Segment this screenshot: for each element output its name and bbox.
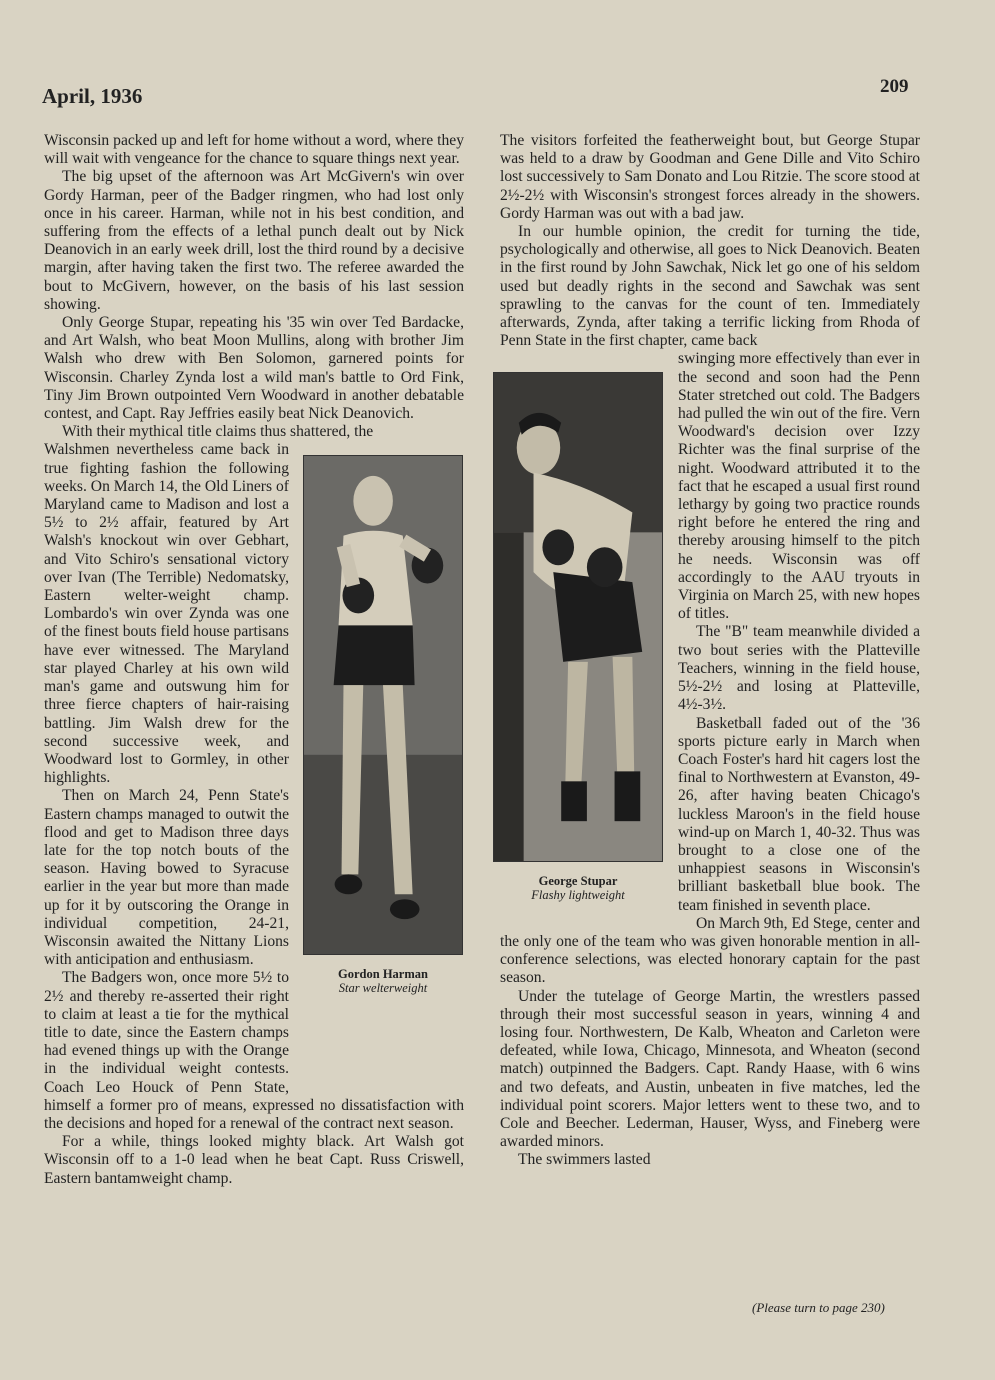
page-number: 209 xyxy=(880,76,909,97)
caption-subtitle: Flashy lightweight xyxy=(531,888,625,903)
paragraph: swinging more effectively than ever in the second and soon had the Penn Stater stretched out cold. The Badgers had pulled the win out of the fire. Vern Woodward's decision over Izzy Richter was the final surprise of the night. Woodward attributed it to the fact that he escaped a usual first round lethargy by going two practice rounds right before he entered the ring and thereby arousing himself to the pitch he needs. Wisconsin was off accordingly to the AAU tryouts in Virginia on March 25, with new hopes of titles. xyxy=(678,350,920,623)
paragraph: Basketball faded out of the '36 sports picture early in March when Coach Foster's hard hit cagers lost the final to Northwestern at Evanston, 49-26, after having beaten Chicago's luckless Maroon's in the field house wind-up on March 1, 40-32. Thus was brought to a close one of the unhappiest seasons in Wisconsin's brilliant basketball blue book. The team finished in seventh place. xyxy=(678,714,920,914)
paragraph: Under the tutelage of George Martin, the wrestlers passed through their most successful season in years, winning 4 and losing four. Northwestern, De Kalb, Wheaton and Carleton were defeated, while Iowa, Chicago, Minnesota, and Wheaton (second match) outpinned the Badgers. Capt. Randy Haase, with 6 wins and two defeats, and Austin, unbeaten in five matches, led the individual point scorers. Major letters went to these two, and to Cole and Beecher. Lederman, Hauser, Wyss, and Fineberg were awarded minors. xyxy=(500,987,920,1151)
continuation-note: (Please turn to page 230) xyxy=(752,1300,885,1315)
issue-date: April, 1936 xyxy=(42,84,143,108)
left-column xyxy=(44,132,464,1188)
paragraph: Then on March 24, Penn State's Eastern champs managed to outwit the flood and get to Madison three days late for the top notch bouts of the season. Having bowed to Syracuse earlier in the year but more than made up for it by outscoring the Orange in individual competition, 24-21, Wisconsin awaited the Nittany Lions with anticipation and enthusiasm. xyxy=(44,787,289,969)
caption-name: Gordon Harman xyxy=(338,967,428,982)
stupar-caption xyxy=(531,874,624,902)
paragraph: The visitors forfeited the featherweight bout, but George Stupar was held to a draw by Goodman and Gene Dille and Vito Schiro lost successively to Sam Donato and Lou Ritzie. The score stood at 2½-2½ with Wisconsin's strongest forces already in the showers. Gordy Harman was out with a bad jaw. xyxy=(500,132,920,222)
paragraph: Only George Stupar, repeating his '35 win over Ted Bardacke, and Art Walsh, who beat Moon Mullins, along with brother Jim Walsh who drew with Ben Solomon, garnered points for Wisconsin. Charley Zynda lost a wild man's battle to Ord Fink, Tiny Jim Brown outpointed Vern Woodward in another debatable contest, and Capt. Ray Jeffries easily beat Nick Deanovich. xyxy=(44,314,464,423)
harman-caption xyxy=(338,967,428,995)
paragraph: On March 9th, Ed Stege, center and the only one of the team who was given honorable mention in all-conference selections, was elected honorary captain for the past season. xyxy=(500,914,920,987)
harman-photo xyxy=(303,455,463,955)
paragraph: Walshmen nevertheless came back in true fighting fashion the following weeks. On March 14, the Old Liners of Maryland came to Madison and lost a 5½ to 2½ affair, featured by Art Walsh's knockout win over Gebhart, and Vito Schiro's sensational victory over Ivan (The Terrible) Nedomatsky, Eastern welter-weight champ. Lombardo's win over Zynda was one of the finest bouts field house partisans have ever witnessed. The Maryland star played Charley at his own wild man's game and outswung him for three fierce chapters of hair-raising battling. Jim Walsh drew for the second successive week, and Woodward lost to Gormley, in other highlights. xyxy=(44,441,289,787)
paragraph: With their mythical title claims thus shattered, the xyxy=(62,423,374,441)
paragraph: For a while, things looked mighty black. Art Walsh got Wisconsin off to a 1-0 lead when he beat Capt. Russ Criswell, Eastern bantamweight champ. xyxy=(44,1133,464,1187)
paragraph: In our humble opinion, the credit for turning the tide, psychologically and otherwise, all goes to Nick Deanovich. Beaten in the first round by John Sawchak, Nick let go one of his seldom used but deadly rights in the second and Sawchak was sent sprawling to the canvas for the count of ten. Immediately afterwards, Zynda, after taking a terrific licking from Rhoda of Penn State in the first chapter, came back xyxy=(500,223,920,350)
paragraph: The swimmers lasted xyxy=(518,1151,651,1169)
paragraph: The Badgers won, once more 5½ to 2½ and thereby re-asserted their right to claim at least a tie for the mythical title to date, since the Eastern champs had evened things up with the Orange in the individual weight contests. Coach Leo Houck of Penn State, himself a former pro of means, expressed no dissatisfaction with the decisions and hoped for a renewal of the contract next season. xyxy=(44,969,464,1132)
caption-subtitle: Star welterweight xyxy=(338,981,428,996)
right-column xyxy=(500,132,920,1170)
caption-name: George Stupar xyxy=(538,874,618,889)
boxer-silhouette-icon xyxy=(304,456,462,954)
boxer-silhouette-icon xyxy=(494,373,662,861)
stupar-figure xyxy=(490,372,666,922)
harman-figure xyxy=(299,455,467,1083)
paragraph: The big upset of the afternoon was Art McGivern's win over Gordy Harman, peer of the Badger ringmen, who had lost only once in his career. Harman, while not in his best condition, and suffering from the effects of a lethal punch dealt out by Nick Deanovich in an early week drill, lost the third round by a decisive margin, after having taken the first two. The referee awarded the bout to McGivern, however, on the basis of his last session showing. xyxy=(44,168,464,313)
paragraph: The "B" team meanwhile divided a two bout series with the Platteville Teachers, winning in the field house, 5½-2½ and losing at Platteville, 4½-3½. xyxy=(678,623,920,714)
stupar-photo xyxy=(493,372,663,862)
paragraph: Wisconsin packed up and left for home without a word, where they will wait with vengeance for the chance to square things next year. xyxy=(44,132,464,168)
